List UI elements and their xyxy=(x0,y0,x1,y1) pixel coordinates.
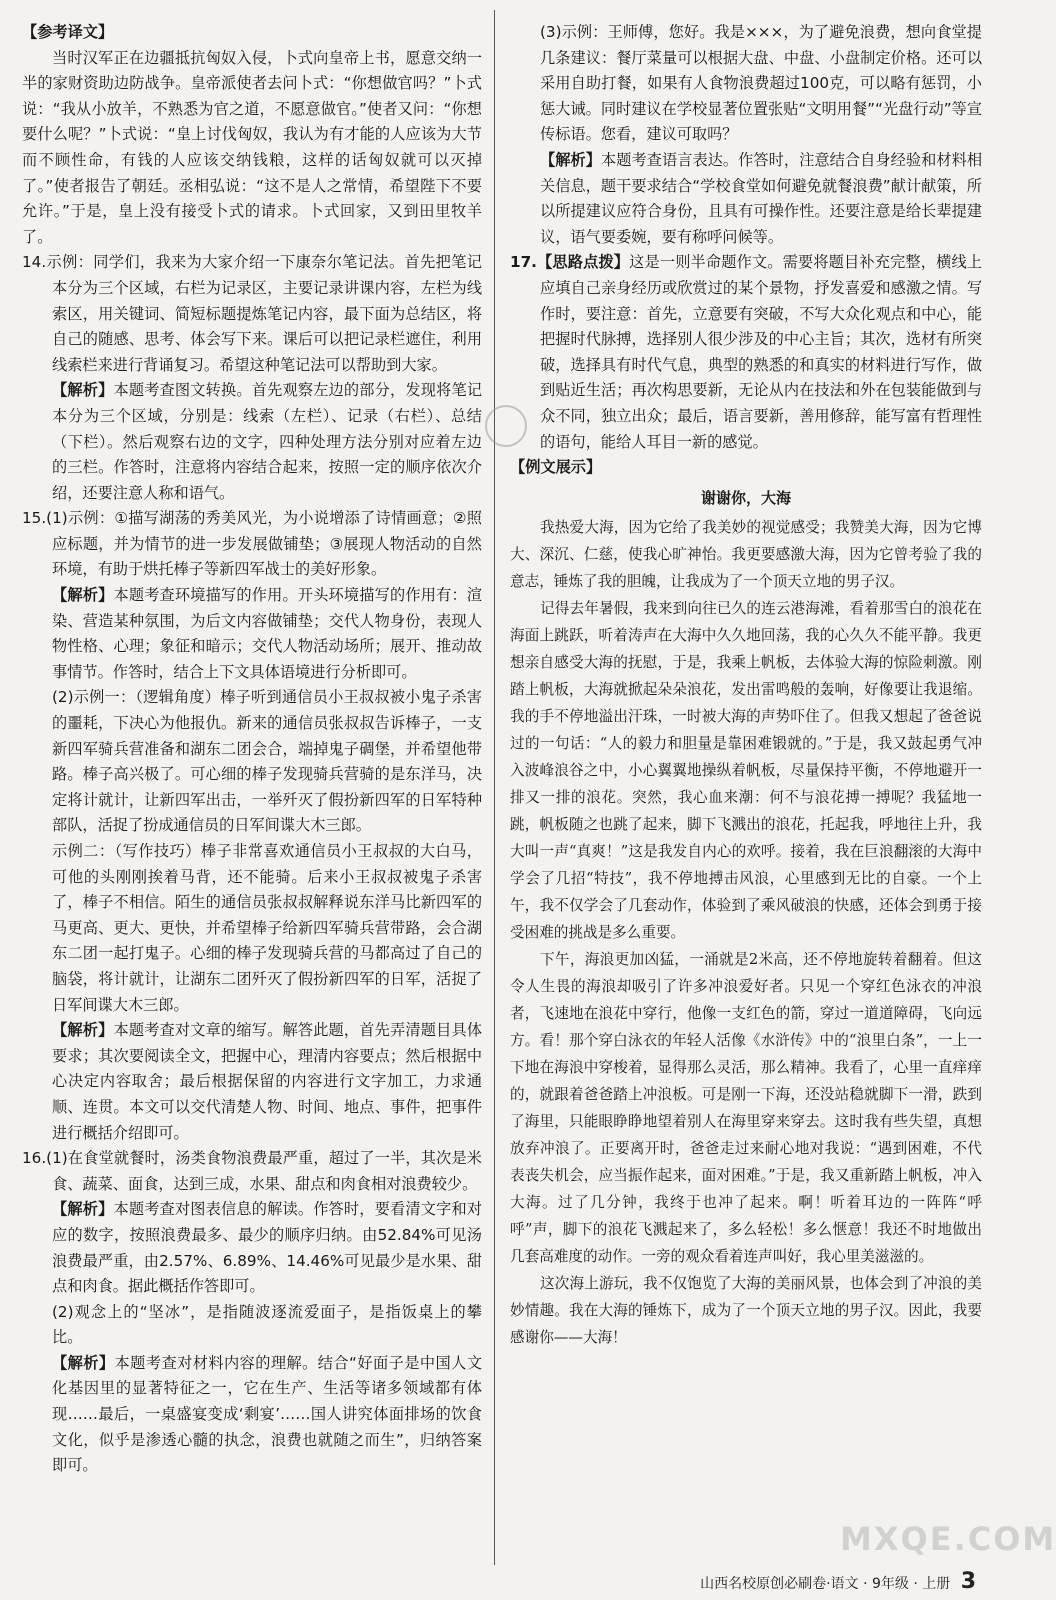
page-footer xyxy=(700,1569,976,1594)
q14-answer: 14.示例：同学们，我来为大家介绍一下康奈尔笔记法。首先把笔记本分为三个区域，右栏为记录区，主要记录讲课内容，左栏为线索区，用关键词、简短标题提炼笔记内容，最下面为总结区，将自己的随感、思考、体会写下来。课后可以把记录栏遮住，利用线索栏来进行背诵复习。希望这种笔记法可以帮助到大家。 xyxy=(22,253,482,374)
analysis-text: 本题考查对文章的缩写。解答此题，首先弄清题目具体要求；其次要阅读全文，把握中心，理清内容要点；然后根据中心决定内容取舍；最后根据保留的内容进行文字加工，力求通顺、连贯。本文可以交代清楚人物、时间、地点、事件，把事件进行概括介绍即可。 xyxy=(52,1021,483,1142)
site-watermark: MXQE.COM xyxy=(840,1520,1056,1558)
q15-1-analysis xyxy=(22,583,482,685)
essay-paragraph: 我热爱大海，因为它给了我美妙的视觉感受；我赞美大海，因为它博大、深沉、仁慈，使我心旷神怡。我更要感激大海，因为它曾考验了我的意志，锤炼了我的胆魄，让我成为了一个顶天立地的男子汉。 xyxy=(510,518,982,590)
analysis-text: 本题考查图文转换。首先观察左边的部分，发现将笔记本分为三个区域，分别是：线索（左栏）、记录（右栏）、总结（下栏）。然后观察右边的文字，四种处理方法分别对应着左边的三栏。作答时，注意将内容结合起来，按照一定的顺序依次介绍，还要注意人称和语气。 xyxy=(52,381,483,502)
q17-label: 17.【思路点拨】 xyxy=(510,253,630,272)
analysis-label: 【解析】 xyxy=(52,586,114,605)
q17-guidance xyxy=(510,250,982,455)
q16-3-answer: (3)示例：王师傅，您好。我是×××，为了避免浪费，想向食堂提几条建议：餐厅菜量可以根据大盘、中盘、小盘制定价格。还可以采用自助打餐，如果有人食物浪费超过100克，可以略有惩罚，小惩大诫。同时建议在学校显著位置张贴“文明用餐”“光盘行动”等宣传标语。您看，建议可取吗？ xyxy=(540,23,982,144)
page-number: 3 xyxy=(960,1569,976,1594)
right-column xyxy=(510,20,982,1351)
translation-text: 当时汉军正在边疆抵抗匈奴入侵，卜式向皇帝上书，愿意交纳一半的家财资助边防战争。皇帝派使者去问卜式：“你想做官吗？”卜式说：“我从小放羊，不熟悉为官之道，不愿意做官。”使者又问：“你想要什么呢？”卜式说：“皇上讨伐匈奴，我认为有才能的人应该为大节而不顾性命，有钱的人应该交纳钱粮，这样的话匈奴就可以灭掉了。”使者报告了朝廷。丞相弘说：“这不是人之常情，希望陛下不要允许。”于是，皇上没有接受卜式的请求。卜式回家，又到田里牧羊了。 xyxy=(22,48,482,246)
analysis-label: 【解析】 xyxy=(52,1200,114,1219)
analysis-label: 【解析】 xyxy=(52,1021,114,1040)
analysis-text: 本题考查环境描写的作用。开头环境描写的作用有：渲染、营造某种氛围，为后文内容做铺垫；交代人物身份，表现人物性格、心理；象征和暗示；交代人物活动场所；展开、推动故事情节。作答时，结合上下文具体语境进行分析即可。 xyxy=(52,586,483,681)
essay-paragraph: 记得去年暑假，我来到向往已久的连云港海滩，看着那雪白的浪花在海面上跳跃，听着涛声在大海中久久地回荡，我的心久久不能平静。我更想亲自感受大海的抚慰，于是，我乘上帆板，去体验大海的惊险刺激。刚踏上帆板，大海就掀起朵朵浪花，发出雷鸣般的轰响，好像要让我退缩。我的手不停地溢出汗珠，一时被大海的声势吓住了。但我又想起了爸爸说过的一句话：“人的毅力和胆量是靠困难锻就的。”于是，我又鼓起勇气冲入波峰浪谷之中，小心翼翼地操纵着帆板，尽量保持平衡，不停地避开一排又一排的浪花。突然，我心血来潮：何不与浪花搏一搏呢？我猛地一跳，帆板随之也跳了起来，脚下飞溅出的浪花，托起我，呼地往上升，我大叫一声“真爽！”这是我发自内心的欢呼。接着，我在巨浪翻滚的大海中学会了几招“特技”，我不停地搏击风浪，心里感到无比的自豪。一个上午，我不仅学会了几套动作，体验到了乘风破浪的快感，还体会到勇于接受困难的挑战是多么重要。 xyxy=(510,599,982,941)
q16-3-analysis xyxy=(510,148,982,250)
q14-analysis xyxy=(22,378,482,506)
analysis-label: 【解析】 xyxy=(540,150,601,169)
analysis-label: 【解析】 xyxy=(52,1353,115,1372)
q17-text: 这是一则半命题作文。需要将题目补充完整，横线上应填自己亲身经历或欣赏过的某个景物，抒发喜爱和感激之情。写作时，要注意：首先，立意要有突破，不写大众化观点和中心，能把握时代脉搏，选择别人很少涉及的中心主旨；其次，选材有所突破，选择具有时代气息，典型的熟悉的和真实的材料进行写作，做到贴近生活；再次构思要新，无论从内在技法和外在包装能做到与众不同，独立出众；最后，语言要新，善用修辞，能写富有哲理性的语句，能给人耳目一新的感觉。 xyxy=(540,253,983,451)
q15-2-example-2: 示例二：（写作技巧）棒子非常喜欢通信员小王叔叔的大白马，可他的头刚刚挨着马背，还不能骑。后来小王叔叔被鬼子杀害了，棒子不相信。陌生的通信员张叔叔解释说东洋马比新四军的马更高、更大、更快，并希望棒子给新四军骑兵营带路，会合湖东二团一起打鬼子。心细的棒子发现骑兵营的马都高过了自己的脑袋，将计就计，让湖东二团歼灭了假扮新四军的日军，活捉了日军间谍大木三郎。 xyxy=(52,842,482,1014)
q16-2-answer: (2)观念上的“坚冰”，是指随波逐流爱面子，是指饭桌上的攀比。 xyxy=(52,1302,482,1347)
essay-title: 谢谢你，大海 xyxy=(700,488,791,507)
essay-paragraph: 下午，海浪更加凶猛，一涌就是2米高，还不停地旋转着翻着。但这令人生畏的海浪却吸引了许多冲浪爱好者。只见一个穿红色泳衣的冲浪者，飞速地在浪花中穿行，他像一支红色的箭，穿过一道道障碍，飞向远方。看！那个穿白泳衣的年轻人活像《水浒传》中的“浪里白条”，一上一下地在海浪中穿梭着，显得那么灵活，那么精神。我看了，心里一直痒痒的，就跟着爸爸踏上冲浪板。可是刚一下海，还没站稳就脚下一滑，跌到了海里，只能眼睁睁地望着别人在海里穿来穿去。这时我有些失望，真想放弃冲浪了。正要离开时，爸爸走过来耐心地对我说：“遇到困难，不代表丧失机会，应当振作起来，面对困难。”于是，我又重新踏上帆板，冲入大海。过了几分钟，我终于也冲了起来。啊！听着耳边的一阵阵“呼呼”声，脚下的浪花飞溅起来了，多么轻松！多么惬意！我还不时地做出几套高难度的动作。一旁的观众看着连声叫好，我心里美滋滋的。 xyxy=(510,950,982,1265)
q16-2-analysis xyxy=(22,1351,482,1479)
left-column xyxy=(22,20,482,1479)
q15-2-example-1: (2)示例一：（逻辑角度）棒子听到通信员小王叔叔被小鬼子杀害的噩耗，下决心为他报仇。新来的通信员张叔叔告诉棒子，一支新四军骑兵营准备和湖东二团会合，端掉鬼子碉堡，并希望他带路。棒子高兴极了。可心细的棒子发现骑兵营骑的是东洋马，决定将计就计，让新四军出击，一举歼灭了假扮新四军的日军特种部队，活捉了扮成通信员的日军间谍大木三郎。 xyxy=(52,688,482,835)
example-essay xyxy=(510,485,982,1351)
analysis-text: 本题考查对图表信息的解读。作答时，要看清文字和对应的数字，按照浪费最多、最少的顺序归纳。由52.84%可见汤浪费最严重，由2.57%、6.89%、14.46%可见最少是水果、甜点和肉食。据此概括作答即可。 xyxy=(52,1200,483,1296)
q16-1-answer: 16.(1)在食堂就餐时，汤类食物浪费最严重，超过了一半，其次是米食、蔬菜、面食，达到三成，水果、甜点和肉食相对浪费较少。 xyxy=(22,1149,482,1193)
translation-heading: 【参考译文】 xyxy=(22,23,114,41)
analysis-text: 本题考查语言表达。作答时，注意结合自身经验和材料相关信息，题干要求结合“学校食堂如何避免就餐浪费”献计献策，所以所提建议应符合身份，且具有可操作性。还要注意是给长辈提建议，语气要委婉，要有称呼问候等。 xyxy=(540,150,983,246)
q15-1-answer: 15.(1)示例：①描写湖荡的秀美风光，为小说增添了诗情画意；②照应标题，并为情节的进一步发展做铺垫；③展现人物活动的自然环境，有助于烘托棒子等新四军战士的美好形象。 xyxy=(22,509,482,579)
essay-paragraph: 这次海上游玩，我不仅饱览了大海的美丽风景，也体会到了冲浪的美妙情趣。我在大海的锤炼下，成为了一个顶天立地的男子汉。因此，我要感谢你——大海！ xyxy=(510,1274,982,1346)
analysis-label: 【解析】 xyxy=(52,381,114,400)
analysis-text: 本题考查对材料内容的理解。结合“好面子是中国人文化基因里的显著特征之一，它在生产、生活等诸多领域都有体现……最后，一桌盛宴变成‘剩宴’……国人讲究体面排场的饮食文化，似乎是渗透心髓的执念，浪费也就随之而生”，归纳答案即可。 xyxy=(52,1353,483,1475)
q15-2-analysis xyxy=(22,1018,482,1146)
q16-1-analysis xyxy=(22,1197,482,1299)
column-divider xyxy=(494,10,495,1565)
book-info: 山西名校原创必刷卷·语文 · 9年级 · 上册 xyxy=(700,1576,951,1592)
example-heading: 【例文展示】 xyxy=(510,458,602,477)
